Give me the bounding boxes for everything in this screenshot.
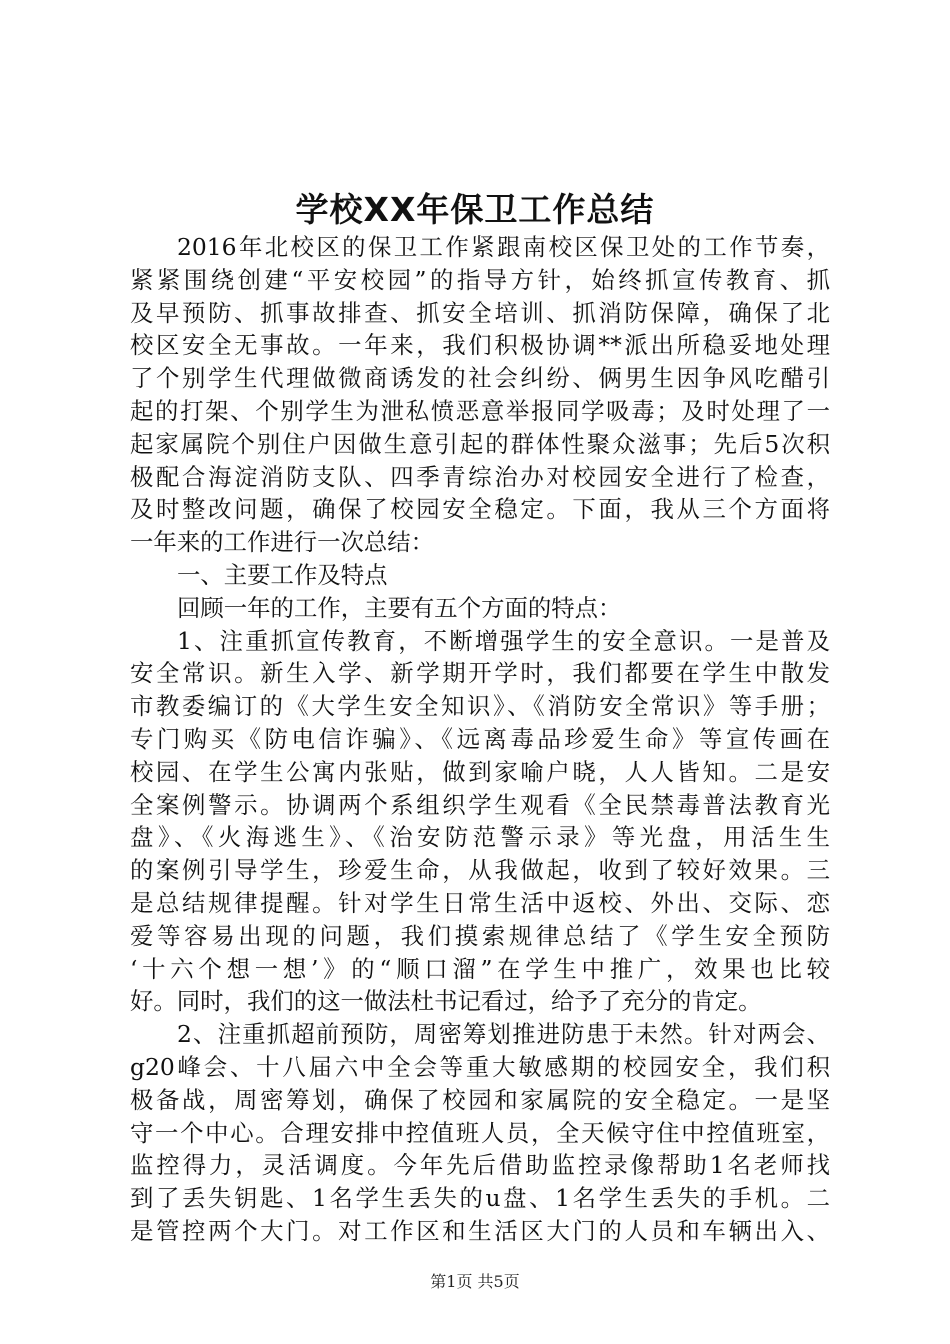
body-line: 校区安全无事故。一年来，我们积极协调**派出所稳妥地处理 <box>130 331 830 360</box>
body-line: 全案例警示。协调两个系组织学生观看《全民禁毒普法教育光 <box>130 790 830 819</box>
body-line: 安全常识。新生入学、新学期开学时，我们都要在学生中散发 <box>130 659 830 688</box>
body-line: 极备战，周密筹划，确保了校园和家属院的安全稳定。一是坚 <box>130 1085 830 1114</box>
body-line: 盘》、《火海逃生》、《治安防范警示录》等光盘，用活生生 <box>130 823 830 852</box>
body-line: 到了丢失钥匙、1名学生丢失的u盘、1名学生丢失的手机。二 <box>130 1184 830 1213</box>
body-line: 起家属院个别住户因做生意引起的群体性聚众滋事；先后5次积 <box>130 429 830 458</box>
body-line: 紧紧围绕创建“平安校园”的指导方针，始终抓宣传教育、抓 <box>130 265 830 294</box>
body-line: 市教委编订的《大学生安全知识》、《消防安全常识》等手册； <box>130 692 830 721</box>
body-line: 回顾一年的工作，主要有五个方面的特点： <box>177 593 622 622</box>
document-body <box>130 231 830 1248</box>
document-title: 学校XX年保卫工作总结 <box>295 190 655 229</box>
body-line: 极配合海淀消防支队、四季青综治办对校园安全进行了检查， <box>130 462 830 491</box>
body-line: 一年来的工作进行一次总结： <box>130 528 435 557</box>
body-line: 2、注重抓超前预防，周密筹划推进防患于未然。针对两会、 <box>177 1020 830 1049</box>
body-line: 是总结规律提醒。针对学生日常生活中返校、外出、交际、恋 <box>130 888 830 917</box>
body-line: ‘十六个想一想’》的“顺口溜”在学生中推广，效果也比较 <box>130 954 830 983</box>
body-line: 2016年北校区的保卫工作紧跟南校区保卫处的工作节奏， <box>177 233 830 261</box>
body-line: 的案例引导学生，珍爱生命，从我做起，收到了较好效果。三 <box>130 856 830 885</box>
body-line: 是管控两个大门。对工作区和生活区大门的人员和车辆出入、 <box>130 1216 830 1245</box>
body-line: 及时整改问题，确保了校园安全稳定。下面，我从三个方面将 <box>130 495 830 524</box>
body-line: 专门购买《防电信诈骗》、《远离毒品珍爱生命》等宣传画在 <box>130 724 830 753</box>
body-line: 监控得力，灵活调度。今年先后借助监控录像帮助1名老师找 <box>130 1151 830 1180</box>
page-number-footer: 第1页 共5页 <box>430 1272 520 1291</box>
body-line: 校园、在学生公寓内张贴，做到家喻户晓，人人皆知。二是安 <box>130 757 830 786</box>
body-line: g20峰会、十八届六中全会等重大敏感期的校园安全，我们积 <box>130 1052 830 1081</box>
body-line: 好。同时，我们的这一做法杜书记看过，给予了充分的肯定。 <box>130 987 762 1016</box>
body-line: 爱等容易出现的问题，我们摸索规律总结了《学生安全预防 <box>130 921 830 950</box>
body-line: 1、注重抓宣传教育，不断增强学生的安全意识。一是普及 <box>177 626 830 655</box>
body-line: 及早预防、抓事故排查、抓安全培训、抓消防保障，确保了北 <box>130 298 830 327</box>
body-line: 起的打架、个别学生为泄私愤恶意举报同学吸毒；及时处理了一 <box>130 396 830 425</box>
body-line: 守一个中心。合理安排中控值班人员，全天候守住中控值班室， <box>130 1118 830 1147</box>
section-heading: 一、主要工作及特点 <box>177 560 388 589</box>
body-line: 了个别学生代理做微商诱发的社会纠纷、俩男生因争风吃醋引 <box>130 364 830 393</box>
